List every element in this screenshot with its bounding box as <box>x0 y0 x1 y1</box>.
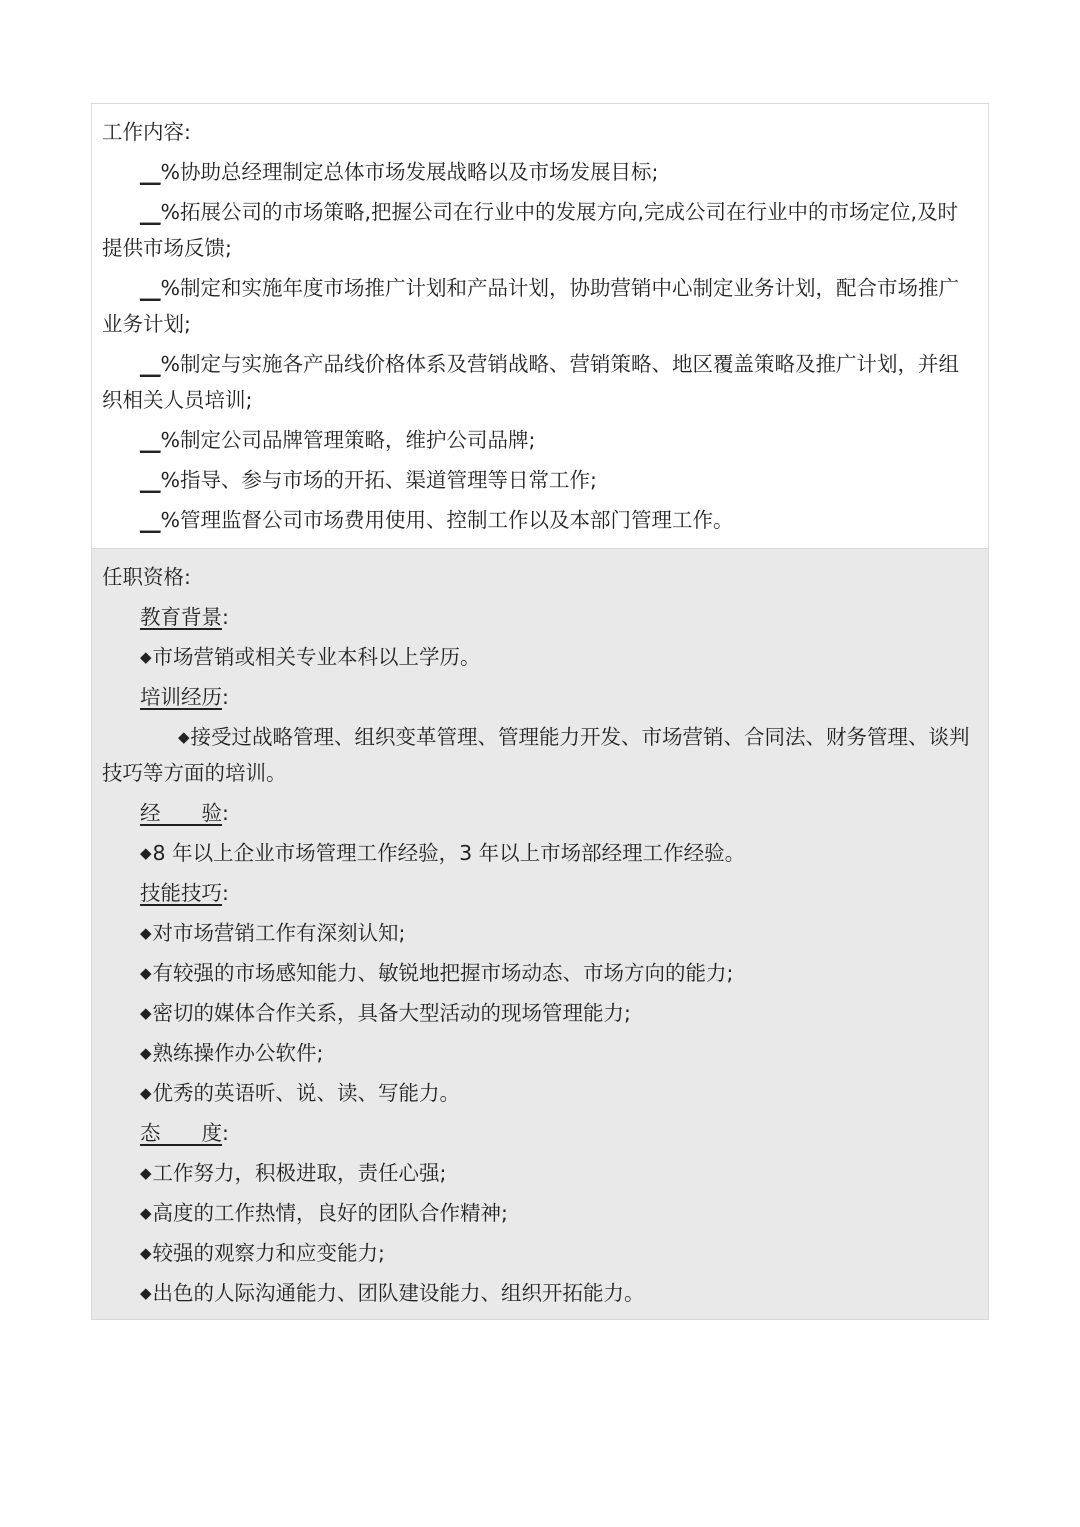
diamond-bullet-icon: ◆ <box>140 1244 152 1262</box>
education-label: 教育背景 <box>140 605 222 629</box>
qualifications-section <box>92 548 988 1319</box>
duty-blank: __ <box>140 352 161 376</box>
qualification-group-label <box>102 1115 978 1151</box>
diamond-bullet-icon: ◆ <box>140 1204 152 1222</box>
qualification-text: 较强的观察力和应变能力; <box>152 1241 385 1265</box>
duty-item <box>102 346 978 418</box>
qualification-item <box>102 1235 978 1271</box>
qualification-text: 高度的工作热情，良好的团队合作精神; <box>152 1201 508 1225</box>
qualification-text: 8 年以上企业市场管理工作经验，3 年以上市场部经理工作经验。 <box>152 841 746 865</box>
qualification-group-label <box>102 679 978 715</box>
duty-item <box>102 462 978 498</box>
qualification-text: 市场营销或相关专业本科以上学历。 <box>152 645 481 669</box>
duty-text: %管理监督公司市场费用使用、控制工作以及本部门管理工作。 <box>160 508 734 532</box>
diamond-bullet-icon: ◆ <box>140 1044 152 1062</box>
duty-blank: __ <box>140 468 161 492</box>
diamond-bullet-icon: ◆ <box>140 924 152 942</box>
qualification-text: 优秀的英语听、说、读、写能力。 <box>152 1081 461 1105</box>
duty-blank: __ <box>140 508 161 532</box>
qualification-item <box>102 639 978 675</box>
qualification-item <box>102 1075 978 1111</box>
diamond-bullet-icon: ◆ <box>178 728 190 746</box>
diamond-bullet-icon: ◆ <box>140 1284 152 1302</box>
duty-text: %制定与实施各产品线价格体系及营销战略、营销策略、地区覆盖策略及推广计划，并组织相关人员培训; <box>102 352 959 412</box>
qualifications-heading: 任职资格: <box>102 565 191 589</box>
qualification-item <box>102 835 978 871</box>
qualification-item <box>102 915 978 951</box>
job-description-table <box>91 103 989 1320</box>
qualification-text: 工作努力，积极进取，责任心强; <box>152 1161 447 1185</box>
qualification-text: 熟练操作办公软件; <box>152 1041 324 1065</box>
qualification-text: 出色的人际沟通能力、团队建设能力、组织开拓能力。 <box>152 1281 645 1305</box>
duty-blank: __ <box>140 276 161 300</box>
qualification-item <box>102 995 978 1031</box>
qualification-group-label <box>102 599 978 635</box>
qualification-item <box>102 1035 978 1071</box>
qualification-group-label <box>102 875 978 911</box>
diamond-bullet-icon: ◆ <box>140 648 152 666</box>
qualification-item <box>102 1155 978 1191</box>
qualification-item <box>102 955 978 991</box>
qualification-text: 对市场营销工作有深刻认知; <box>152 921 406 945</box>
duty-text: %制定和实施年度市场推广计划和产品计划，协助营销中心制定业务计划，配合市场推广业务计划; <box>102 276 959 336</box>
qualification-text: 有较强的市场感知能力、敏锐地把握市场动态、市场方向的能力; <box>152 961 734 985</box>
qualification-item <box>102 1275 978 1311</box>
qualification-item <box>102 719 978 791</box>
diamond-bullet-icon: ◆ <box>140 964 152 982</box>
duty-text: %拓展公司的市场策略,把握公司在行业中的发展方向,完成公司在行业中的市场定位,及时提供市场反馈; <box>102 200 959 260</box>
duty-item <box>102 502 978 538</box>
duties-heading: 工作内容: <box>102 120 191 144</box>
label-colon: : <box>222 685 229 709</box>
diamond-bullet-icon: ◆ <box>140 1084 152 1102</box>
duties-section <box>92 104 988 548</box>
duty-item <box>102 422 978 458</box>
diamond-bullet-icon: ◆ <box>140 1164 152 1182</box>
diamond-bullet-icon: ◆ <box>140 844 152 862</box>
label-colon: : <box>222 1121 229 1145</box>
qualification-item <box>102 1195 978 1231</box>
duty-item <box>102 270 978 342</box>
training-label: 培训经历 <box>140 685 222 709</box>
duty-text: %指导、参与市场的开拓、渠道管理等日常工作; <box>160 468 597 492</box>
duty-item <box>102 154 978 190</box>
skills-label: 技能技巧 <box>140 881 222 905</box>
duty-item <box>102 194 978 266</box>
duty-blank: __ <box>140 200 161 224</box>
qualification-group-label <box>102 795 978 831</box>
qualification-text: 接受过战略管理、组织变革管理、管理能力开发、市场营销、合同法、财务管理、谈判技巧等方面的培训。 <box>102 725 970 785</box>
experience-label: 经 验 <box>140 801 222 825</box>
label-colon: : <box>222 605 229 629</box>
duty-text: %协助总经理制定总体市场发展战略以及市场发展目标; <box>160 160 659 184</box>
attitude-label: 态 度 <box>140 1121 222 1145</box>
duty-text: %制定公司品牌管理策略，维护公司品牌; <box>160 428 536 452</box>
duty-blank: __ <box>140 160 161 184</box>
duty-blank: __ <box>140 428 161 452</box>
qualification-text: 密切的媒体合作关系，具备大型活动的现场管理能力; <box>152 1001 631 1025</box>
label-colon: : <box>222 801 229 825</box>
label-colon: : <box>222 881 229 905</box>
diamond-bullet-icon: ◆ <box>140 1004 152 1022</box>
